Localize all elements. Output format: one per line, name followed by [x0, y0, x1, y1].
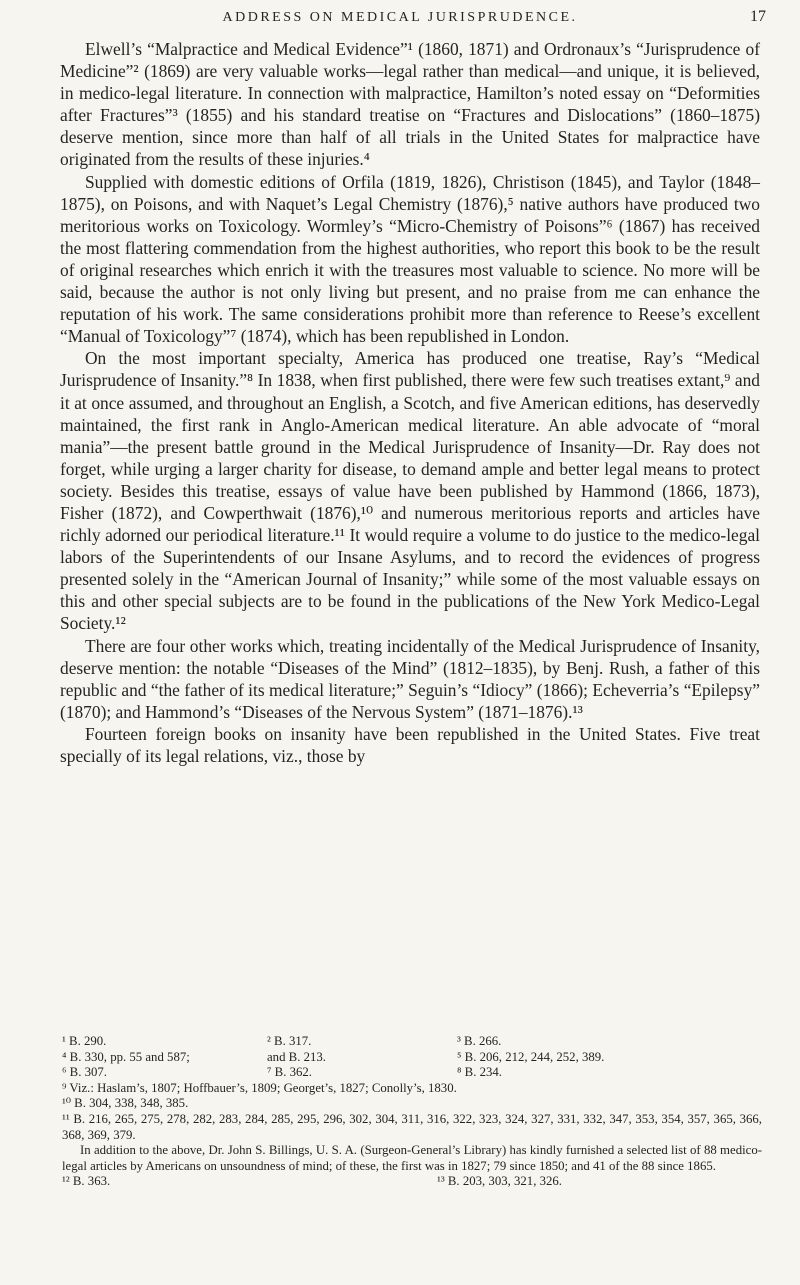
- footnote-1: ¹ B. 290.: [62, 1034, 107, 1048]
- page-header: [0, 8, 800, 30]
- footnote-5: ⁵ B. 206, 212, 244, 252, 389.: [457, 1049, 605, 1064]
- footnote-8: ⁸ B. 234.: [457, 1065, 502, 1080]
- footnote-2: ² B. 317.: [267, 1034, 312, 1048]
- footnote-4-cont: and B. 213.: [267, 1049, 327, 1064]
- footnote-4: ⁴ B. 330, pp. 55 and 587;: [62, 1049, 190, 1064]
- paragraph-malpractice: Elwell’s “Malpractice and Medical Evidence”¹ (1860, 1871) and Ordronaux’s “Jurisprudence of Medicine”² (1869) are very valuable works—legal rather than medical—and unique, it is believed, in medico-legal literature. In connection with malpractice, Hamilton’s noted essay on “Deformities after Fractures”³ (1855) and his standard treatise on “Fractures and Dislocations” (1860–1875) deserve mention, since more than half of all trials in the United States for malpractice have originated from the results of these injuries.⁴: [60, 39, 760, 170]
- footnote-3: ³ B. 266.: [457, 1034, 502, 1048]
- footnote-grid: [62, 1034, 762, 1081]
- running-head: ADDRESS ON MEDICAL JURISPRUDENCE.: [222, 10, 578, 25]
- footnote-10: ¹⁰ B. 304, 338, 348, 385.: [62, 1096, 189, 1111]
- paragraph-insanity: On the most important specialty, America has produced one treatise, Ray’s “Medical Jurisprudence of Insanity.”⁸ In 1838, when first published, there were few such treatises extant,⁹ and it at once assumed, and throughout an English, a Scotch, and five American editions, has deservedly maintained, the first rank in Anglo-American medical literature. An able advocate of “moral mania”—the present battle ground in the Medical Jurisprudence of Insanity—Dr. Ray does not forget, while urging a larger charity for disease, to demand ample and better legal means to protect society. Besides this treatise, essays of value have been published by Hammond (1866, 1873), Fisher (1872), and Cowperthwait (1876),¹⁰ and numerous meritorious reports and articles have richly adorned our periodical literature.¹¹ It would require a volume to do justice to the medico-legal labors of the Superintendents of our Insane Asylums, and to record the evidences of progress presented solely in the “American Journal of Insanity;” while some of the most valuable essays on this and other special subjects are to be found in the publications of the New York Medico-Legal Society.¹²: [60, 348, 760, 634]
- footnote-9: ⁹ Viz.: Haslam’s, 1807; Hoffbauer’s, 1809; Georget’s, 1827; Conolly’s, 1830.: [62, 1080, 457, 1095]
- paragraph-toxicology: Supplied with domestic editions of Orfila (1819, 1826), Christison (1845), and Taylor (1848–1875), on Poisons, and with Naquet’s Legal Chemistry (1876),⁵ native authors have produced two meritorious works on Toxicology. Wormley’s “Micro-Chemistry of Poisons”⁶ (1867) has received the most flattering commendation from the highest authorities, who report this book to be the result of original researches which enrich it with the treasures most valuable to science. No more will be said, because the author is not only living but present, and no praise from me can enhance the reputation of his work. The same considerations prohibit more than reference to Reese’s excellent “Manual of Toxicology”⁷ (1874), which has been republished in London.: [60, 171, 760, 347]
- footnote-11: ¹¹ B. 216, 265, 275, 278, 282, 283, 284, 285, 295, 296, 302, 304, 311, 316, 322, 323, 324, 327, 331, 332, 347, 353, 354, 357, 365, 366, 368, 369, 379.: [62, 1111, 762, 1142]
- paragraph-other-works: There are four other works which, treating incidentally of the Medical Jurisprudence of Insanity, deserve mention: the notable “Diseases of the Mind” (1812–1835), by Benj. Rush, a father of this republic and “the father of its medical literature;” Seguin’s “Idiocy” (1866); Echeverria’s “Epilepsy” (1870); and Hammond’s “Diseases of the Nervous System” (1871–1876).¹³: [60, 635, 760, 722]
- footnotes: [62, 1034, 762, 1190]
- footnote-7: ⁷ B. 362.: [267, 1065, 312, 1080]
- page-number: 17: [750, 8, 766, 25]
- body-text: [60, 38, 760, 767]
- footnote-6: ⁶ B. 307.: [62, 1065, 107, 1080]
- paragraph-foreign-books: Fourteen foreign books on insanity have been republished in the United States. Five treat specially of its legal relations, viz., those by: [60, 723, 760, 766]
- footnote-last-row: [62, 1174, 762, 1190]
- footnote-13: ¹³ B. 203, 303, 321, 326.: [437, 1174, 562, 1189]
- footnote-addition: In addition to the above, Dr. John S. Billings, U. S. A. (Surgeon-General’s Library) has kindly furnished a selected list of 88 medico-legal articles by Americans on unsoundness of mind; of these, the first was in 1827; 79 since 1850; and 41 of the 88 since 1865.: [62, 1143, 762, 1173]
- footnote-12: ¹² B. 363.: [62, 1174, 111, 1189]
